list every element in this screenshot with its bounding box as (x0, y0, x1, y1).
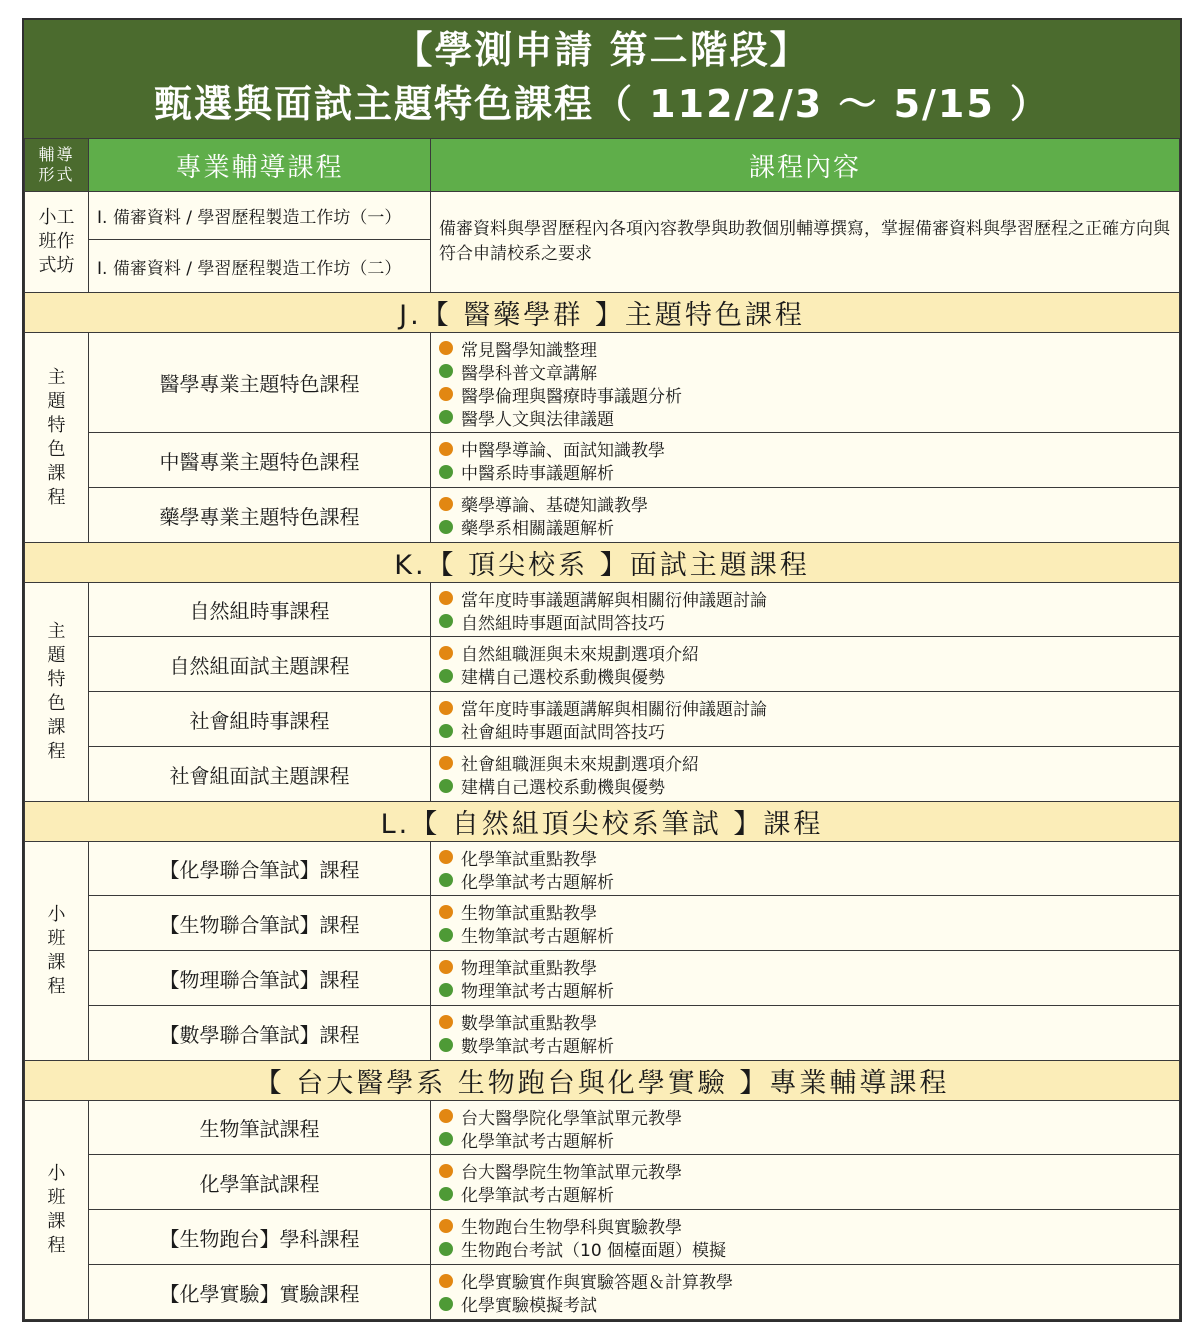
intro-form-char: 式坊 (38, 255, 75, 276)
course-name: 【化學聯合筆試】課程 (89, 842, 431, 896)
content-item (437, 846, 1173, 869)
content-item-text: 化學筆試考古題解析 (461, 1186, 614, 1206)
content-item (437, 337, 1173, 360)
section-form-char: 程 (47, 486, 66, 508)
header-form (25, 139, 89, 192)
content-item-text: 醫學人文與法律議題 (461, 409, 614, 430)
orange-bullet-icon (439, 1219, 453, 1233)
green-bullet-icon (439, 1038, 453, 1052)
content-item (437, 1182, 1173, 1205)
course-name: 社會組面試主題課程 (89, 747, 431, 802)
content-item-text: 當年度時事議題講解與相關衍伸議題討論 (461, 590, 767, 611)
orange-bullet-icon (439, 442, 453, 456)
orange-bullet-icon (439, 497, 453, 511)
course-content (431, 583, 1180, 637)
content-item (437, 774, 1173, 797)
content-item (437, 437, 1173, 460)
section-form-char: 特 (47, 669, 66, 690)
course-content (431, 333, 1180, 433)
content-item-text: 社會組職涯與未來規劃選項介紹 (461, 755, 699, 775)
green-bullet-icon (439, 520, 453, 534)
content-item (437, 696, 1173, 719)
content-item-text: 數學筆試考古題解析 (461, 1037, 614, 1057)
content-item (437, 664, 1173, 687)
section-form-cell (25, 333, 89, 543)
content-item-text: 化學實驗模擬考試 (461, 1296, 597, 1316)
content-item-text: 生物筆試考古題解析 (461, 927, 614, 947)
course-row (25, 951, 1180, 1006)
section-header-row (25, 543, 1180, 583)
section-form-char: 程 (47, 741, 66, 762)
content-item-text: 物理筆試考古題解析 (461, 982, 614, 1002)
section-form-char: 課 (47, 717, 66, 738)
course-row (25, 488, 1180, 543)
content-item (437, 1159, 1173, 1182)
section-form-char: 題 (47, 645, 66, 666)
section-form-char: 班 (47, 1187, 66, 1208)
section-form-char: 小 (47, 904, 66, 925)
header-form-line-1: 輔導 (38, 145, 75, 164)
content-item (437, 383, 1173, 406)
orange-bullet-icon (439, 960, 453, 974)
content-item (437, 1128, 1173, 1151)
section-form-char: 主 (47, 621, 66, 642)
title-banner (24, 20, 1180, 138)
content-item (437, 955, 1173, 978)
section-title: 【 台大醫學系 生物跑台與化學實驗 】專業輔導課程 (25, 1061, 1180, 1101)
intro-form-char: 小工 (38, 207, 75, 228)
content-item-text: 醫學科普文章講解 (461, 363, 597, 384)
section-title: L.【 自然組頂尖校系筆試 】課程 (25, 802, 1180, 842)
content-item-text: 化學筆試重點教學 (461, 849, 597, 870)
content-item-text: 中醫系時事議題解析 (461, 464, 614, 484)
green-bullet-icon (439, 1242, 453, 1256)
course-name: 中醫專業主題特色課程 (89, 433, 431, 488)
green-bullet-icon (439, 873, 453, 887)
course-content (431, 1210, 1180, 1265)
course-row (25, 1265, 1180, 1320)
section-form-cell (25, 583, 89, 802)
course-row (25, 1155, 1180, 1210)
course-content (431, 842, 1180, 896)
section-header-row (25, 1061, 1180, 1101)
section-form-char: 程 (47, 1235, 66, 1256)
content-item (437, 1033, 1173, 1056)
green-bullet-icon (439, 928, 453, 942)
section-form-cell (25, 842, 89, 1061)
header-form-line-2: 形式 (38, 165, 75, 184)
course-name: 自然組面試主題課程 (89, 637, 431, 692)
course-name: 【生物跑台】學科課程 (89, 1210, 431, 1265)
green-bullet-icon (439, 983, 453, 997)
section-title: J.【 醫藥學群 】主題特色課程 (25, 293, 1180, 333)
title-line-2: 甄選與面試主題特色課程（ 112/2/3 ～ 5/15 ） (153, 82, 1051, 126)
content-item-text: 社會組時事題面試問答技巧 (461, 723, 665, 743)
content-item-text: 化學筆試考古題解析 (461, 1131, 614, 1152)
content-item-text: 常見醫學知識整理 (461, 340, 597, 361)
content-item (437, 719, 1173, 742)
orange-bullet-icon (439, 701, 453, 715)
orange-bullet-icon (439, 1015, 453, 1029)
course-name: 社會組時事課程 (89, 692, 431, 747)
content-item (437, 1237, 1173, 1260)
section-form-char: 課 (47, 952, 66, 973)
section-form-char: 色 (47, 693, 66, 714)
content-item (437, 900, 1173, 923)
orange-bullet-icon (439, 1274, 453, 1288)
course-row (25, 896, 1180, 951)
orange-bullet-icon (439, 756, 453, 770)
course-row (25, 842, 1180, 896)
content-item-text: 藥學導論、基礎知識教學 (461, 496, 648, 516)
course-name: 藥學專業主題特色課程 (89, 488, 431, 543)
course-content (431, 433, 1180, 488)
content-item-text: 藥學系相關議題解析 (461, 519, 614, 539)
section-form-label (25, 620, 88, 764)
content-item-text: 台大醫學院化學筆試單元教學 (461, 1108, 682, 1129)
intro-form-char: 班作 (38, 231, 75, 252)
content-item (437, 869, 1173, 892)
section-title: K.【 頂尖校系 】面試主題課程 (25, 543, 1180, 583)
green-bullet-icon (439, 669, 453, 683)
course-row (25, 637, 1180, 692)
content-item-text: 當年度時事議題講解與相關衍伸議題討論 (461, 700, 767, 720)
green-bullet-icon (439, 364, 453, 378)
section-form-label (25, 903, 88, 999)
content-item-text: 台大醫學院生物筆試單元教學 (461, 1163, 682, 1183)
content-item-text: 建構自己選校系動機與優勢 (461, 668, 665, 688)
intro-course-2: I. 備審資料 / 學習歷程製造工作坊（二） (89, 240, 431, 293)
content-item (437, 1269, 1173, 1292)
course-row (25, 1006, 1180, 1061)
content-item (437, 1105, 1173, 1128)
content-item-text: 自然組職涯與未來規劃選項介紹 (461, 645, 699, 665)
content-item-text: 醫學倫理與醫療時事議題分析 (461, 386, 682, 407)
content-item-text: 生物筆試重點教學 (461, 904, 597, 924)
content-item (437, 360, 1173, 383)
course-name: 【化學實驗】實驗課程 (89, 1265, 431, 1320)
orange-bullet-icon (439, 591, 453, 605)
course-content (431, 1155, 1180, 1210)
content-item-text: 建構自己選校系動機與優勢 (461, 778, 665, 798)
green-bullet-icon (439, 724, 453, 738)
orange-bullet-icon (439, 1109, 453, 1123)
section-form-char: 特 (47, 414, 66, 436)
orange-bullet-icon (439, 646, 453, 660)
content-item (437, 641, 1173, 664)
content-item-text: 化學實驗實作與實驗答題＆計算教學 (461, 1273, 733, 1293)
course-content (431, 1006, 1180, 1061)
course-name: 生物筆試課程 (89, 1101, 431, 1155)
course-content (431, 1101, 1180, 1155)
content-item-text: 生物跑台考試（10 個檯面題）模擬 (461, 1241, 727, 1261)
section-form-char: 色 (47, 438, 66, 460)
section-form-char: 主 (47, 366, 66, 388)
course-name: 化學筆試課程 (89, 1155, 431, 1210)
section-form-char: 班 (47, 928, 66, 949)
course-row (25, 1101, 1180, 1155)
content-item (437, 1010, 1173, 1033)
content-item (437, 492, 1173, 515)
content-item (437, 587, 1173, 610)
section-header-row (25, 293, 1180, 333)
section-form-cell (25, 1101, 89, 1320)
green-bullet-icon (439, 779, 453, 793)
green-bullet-icon (439, 1187, 453, 1201)
section-form-label (25, 366, 88, 510)
orange-bullet-icon (439, 387, 453, 401)
green-bullet-icon (439, 1297, 453, 1311)
course-row (25, 747, 1180, 802)
course-row (25, 433, 1180, 488)
content-item-text: 中醫學導論、面試知識教學 (461, 441, 665, 461)
course-table-sheet (22, 18, 1182, 1322)
course-content (431, 637, 1180, 692)
course-content (431, 692, 1180, 747)
content-item-text: 自然組時事題面試問答技巧 (461, 613, 665, 634)
course-table (24, 138, 1180, 1320)
content-item (437, 1292, 1173, 1315)
orange-bullet-icon (439, 850, 453, 864)
content-item (437, 751, 1173, 774)
content-item (437, 406, 1173, 429)
content-item-text: 物理筆試重點教學 (461, 959, 597, 979)
orange-bullet-icon (439, 1164, 453, 1178)
title-line-1: 【學測申請 第二階段】 (394, 28, 810, 72)
section-form-char: 小 (47, 1163, 66, 1184)
green-bullet-icon (439, 410, 453, 424)
section-header-row (25, 802, 1180, 842)
header-content: 課程內容 (431, 139, 1180, 192)
orange-bullet-icon (439, 341, 453, 355)
course-name: 【生物聯合筆試】課程 (89, 896, 431, 951)
content-item (437, 515, 1173, 538)
course-name: 【數學聯合筆試】課程 (89, 1006, 431, 1061)
orange-bullet-icon (439, 905, 453, 919)
green-bullet-icon (439, 1132, 453, 1146)
content-item (437, 1214, 1173, 1237)
content-item (437, 460, 1173, 483)
course-row (25, 583, 1180, 637)
course-row (25, 692, 1180, 747)
course-name: 醫學專業主題特色課程 (89, 333, 431, 433)
course-content (431, 1265, 1180, 1320)
course-content (431, 951, 1180, 1006)
table-header-row (25, 139, 1180, 192)
green-bullet-icon (439, 465, 453, 479)
content-item-text: 化學筆試考古題解析 (461, 872, 614, 893)
course-content (431, 488, 1180, 543)
section-form-char: 程 (47, 976, 66, 997)
section-form-label (25, 1162, 88, 1258)
section-form-char: 課 (47, 1211, 66, 1232)
content-item (437, 610, 1173, 633)
section-form-char: 題 (47, 390, 66, 412)
course-name: 自然組時事課程 (89, 583, 431, 637)
intro-row-1 (25, 192, 1180, 240)
intro-form-cell (25, 192, 89, 293)
course-name: 【物理聯合筆試】課程 (89, 951, 431, 1006)
content-item-text: 數學筆試重點教學 (461, 1014, 597, 1034)
intro-content: 備審資料與學習歷程內各項內容教學與助教個別輔導撰寫，掌握備審資料與學習歷程之正確方向與符合申請校系之要求 (431, 192, 1180, 293)
course-content (431, 896, 1180, 951)
content-item (437, 923, 1173, 946)
course-row (25, 1210, 1180, 1265)
course-row (25, 333, 1180, 433)
section-form-char: 課 (47, 462, 66, 484)
intro-course-1: I. 備審資料 / 學習歷程製造工作坊（一） (89, 192, 431, 240)
content-item (437, 978, 1173, 1001)
green-bullet-icon (439, 614, 453, 628)
course-content (431, 747, 1180, 802)
header-course: 專業輔導課程 (89, 139, 431, 192)
content-item-text: 生物跑台生物學科與實驗教學 (461, 1218, 682, 1238)
